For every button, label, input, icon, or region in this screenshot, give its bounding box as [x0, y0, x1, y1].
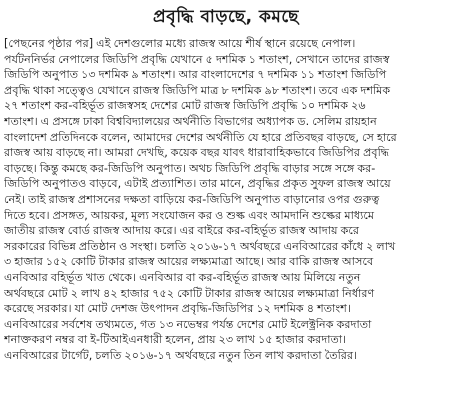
article-line — [4, 36, 448, 52]
article-line: বাড়ছে। কিন্তু কমছে কর-জিডিপি অনুপাত। অথচ জিডিপি প্রবৃদ্ধি বাড়ার সঙ্গে সঙ্গে কর- — [4, 161, 376, 175]
article-line: এনবিআরের সর্বশেষ তথ্যমতে, গত ১৩ নভেম্বর পর্যন্ত দেশের মোট ইলেক্ট্রনিক করদাতা — [4, 317, 372, 331]
article-line: পর্যটননির্ভর নেপালের জিডিপি প্রবৃদ্ধি যেখানে ৫ দশমিক ১ শতাংশ, সেখানে তাদের রাজস্ব — [4, 52, 390, 66]
article-headline: প্রবৃদ্ধি বাড়ছে, কমছে — [153, 7, 299, 27]
article-line: ২৭ শতাংশ কর-বহির্ভূত রাজস্বসহ দেশের মোট রাজস্ব জিডিপি প্রবৃদ্ধি ১০ দশমিক ২৬ — [4, 99, 366, 113]
article-line: জাতীয় রাজস্ব বোর্ড রাজস্ব আদায় করে। এর বাইরে কর-বহির্ভূত রাজস্ব আদায় করে — [4, 224, 360, 238]
article-line: অর্থবছরে মোট ২ লাখ ৪২ হাজার ৭৫২ কোটি টাকার রাজস্ব আয়ের লক্ষ্যমাত্রা নির্ধারণ — [4, 286, 375, 300]
article-line-text: এই দেশগুলোর মধ্যে রাজস্ব আয়ে শীর্ষ স্থানে রয়েছে নেপাল। — [93, 37, 356, 50]
article-line: এনবিআরের টার্গেট, চলতি ২০১৬-১৭ অর্থবছরে নতুন তিন লাখ করদাতা তৈরির। — [4, 348, 358, 362]
article-line: শতাংশ। এ প্রসঙ্গে ঢাকা বিশ্ববিদ্যালয়ের অর্থনীতি বিভাগের অধ্যাপক ড. সেলিম রায়হান — [4, 114, 377, 128]
article-line: নেই। তাই রাজস্ব প্রশাসনের দক্ষতা বাড়িয়ে কর-জিডিপি অনুপাত বাড়ানোর ওপর গুরুত্ব — [4, 192, 380, 206]
article-line: বাংলাদেশ প্রতিদিনকে বলেন, আমাদের দেশের অর্থনীতি যে হারে প্রতিবছর বাড়ছে, সে হারে — [4, 130, 397, 144]
article-line: রাজস্ব আয় বাড়ছে না। আমরা দেখছি, কয়েক বছর যাবৎ ধারাবাহিকভাবে জিডিপির প্রবৃদ্ধি — [4, 146, 390, 160]
article-line: করেছে সরকার। যা মোট দেশজ উৎপাদন প্রবৃদ্ধি-জিডিপির ১২ দশমিক ৪ শতাংশ। — [4, 302, 351, 316]
article-body — [4, 36, 448, 363]
article-line: দিতে হবে। প্রসঙ্গত, আয়কর, মূল্য সংযোজন কর ও শুল্ক এবং আমদানি শুল্কের মাধ্যমে — [4, 208, 375, 222]
article-line: এনবিআর বহির্ভূত খাত থেকে। এনবিআর বা কর-বহির্ভূত রাজস্ব আয় মিলিয়ে নতুন — [4, 270, 361, 284]
news-article — [4, 6, 448, 363]
article-line: শনাক্তকরণ নম্বর বা ই-টিআইএনধারী হলেন, প্রায় ২৩ লাখ ১৫ হাজার করদাতা। — [4, 333, 347, 347]
article-line: প্রবৃদ্ধি থাকা সত্ত্বেও যেখানে রাজস্ব জিডিপি মাত্র ৮ দশমিক ৯৮ শতাংশ। তবে এক দশমিক — [4, 83, 391, 97]
article-line: জিডিপি অনুপাতও বাড়বে, এটাই প্রত্যাশিত। তার মানে, প্রবৃদ্ধির প্রকৃত সুফল রাজস্ব আয়ে — [4, 177, 391, 191]
article-line: সরকারের বিভিন্ন প্রতিষ্ঠান ও সংস্থা। চলতি ২০১৬-১৭ অর্থবছরে এনবিআরের কাঁধে ২ লাখ — [4, 239, 396, 253]
article-line: ৩ হাজার ১৫২ কোটি টাকার রাজস্ব আয়ের লক্ষ্যমাত্রা আছে। আর বাকি রাজস্ব আসবে — [4, 255, 374, 269]
article-line: জিডিপি অনুপাত ১৩ দশমিক ৯ শতাংশ। আর বাংলাদেশের ৭ দশমিক ১১ শতাংশ জিডিপি — [4, 68, 387, 82]
continuation-label: [পেছনের পৃষ্ঠার পর] — [4, 37, 94, 50]
